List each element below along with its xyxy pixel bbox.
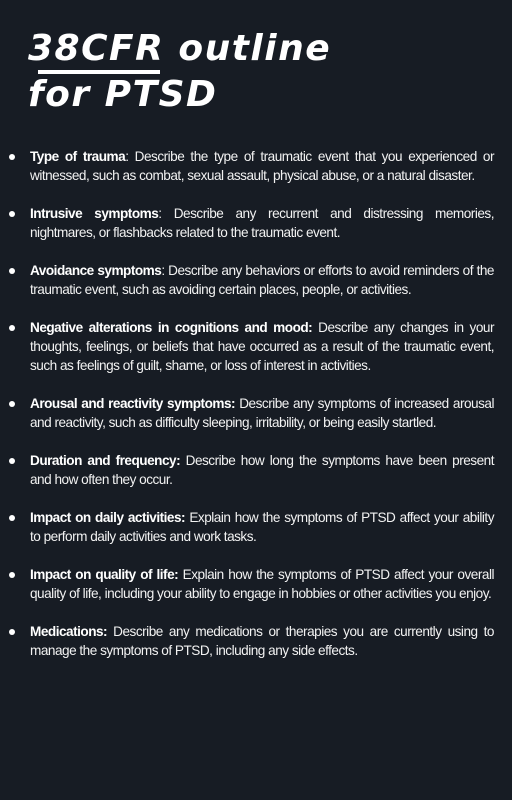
item-term: Duration and frequency: — [30, 453, 181, 468]
item-separator: : — [158, 206, 162, 221]
item-term: Intrusive symptoms — [30, 206, 159, 221]
item-term: Type of trauma — [30, 149, 126, 164]
bullet-icon — [9, 458, 15, 464]
list-item — [30, 508, 494, 546]
item-text: Describe any behaviors or efforts to avoid reminders of the traumatic event, such as avoiding certain places, people, or activities. — [30, 263, 494, 297]
bullet-icon — [9, 629, 15, 635]
bullet-icon — [9, 268, 15, 274]
item-term: Arousal and reactivity symptoms: — [30, 396, 236, 411]
item-separator: : — [125, 149, 129, 164]
bullet-icon — [9, 401, 15, 407]
item-text: Describe how long the symptoms have been present and how often they occur. — [30, 453, 494, 487]
item-text: Describe any medications or therapies you are currently using to manage the symptoms of PTSD, including any side effects. — [30, 624, 494, 658]
title-underline — [38, 70, 160, 74]
item-text: Explain how the symptoms of PTSD affect your overall quality of life, including your ability to engage in hobbies or other activities you enjoy. — [30, 567, 494, 601]
title-line-2: for PTSD — [28, 74, 218, 115]
item-text: Describe any symptoms of increased arousal and reactivity, such as difficulty sleeping, irritability, or being easily startled. — [30, 396, 494, 430]
list-item — [30, 261, 494, 299]
list-item — [30, 451, 494, 489]
outline-list — [30, 147, 494, 679]
item-term: Negative alterations in cognitions and mood: — [30, 320, 313, 335]
page-title — [28, 26, 488, 118]
list-item — [30, 204, 494, 242]
item-term: Avoidance symptoms — [30, 263, 162, 278]
bullet-icon — [9, 325, 15, 331]
bullet-icon — [9, 211, 15, 217]
list-item — [30, 565, 494, 603]
bullet-icon — [9, 515, 15, 521]
item-separator: : — [161, 263, 165, 278]
item-text: Describe any changes in your thoughts, feelings, or beliefs that have occurred as a result of the traumatic event, such as feelings of guilt, shame, or loss of interest in activities. — [30, 320, 494, 373]
list-item — [30, 147, 494, 185]
bullet-icon — [9, 154, 15, 160]
list-item — [30, 394, 494, 432]
bullet-icon — [9, 572, 15, 578]
item-term: Impact on daily activities: — [30, 510, 186, 525]
item-term: Medications: — [30, 624, 108, 639]
title-line-1: 38CFR outline — [28, 28, 332, 69]
list-item — [30, 318, 494, 375]
item-text: Explain how the symptoms of PTSD affect your ability to perform daily activities and work tasks. — [30, 510, 494, 544]
list-item — [30, 622, 494, 660]
item-term: Impact on quality of life: — [30, 567, 179, 582]
item-text: Describe the type of traumatic event that you experienced or witnessed, such as combat, sexual assault, physical abuse, or a natural disaster. — [30, 149, 495, 183]
item-text: Describe any recurrent and distressing memories, nightmares, or flashbacks related to the traumatic event. — [30, 206, 494, 240]
